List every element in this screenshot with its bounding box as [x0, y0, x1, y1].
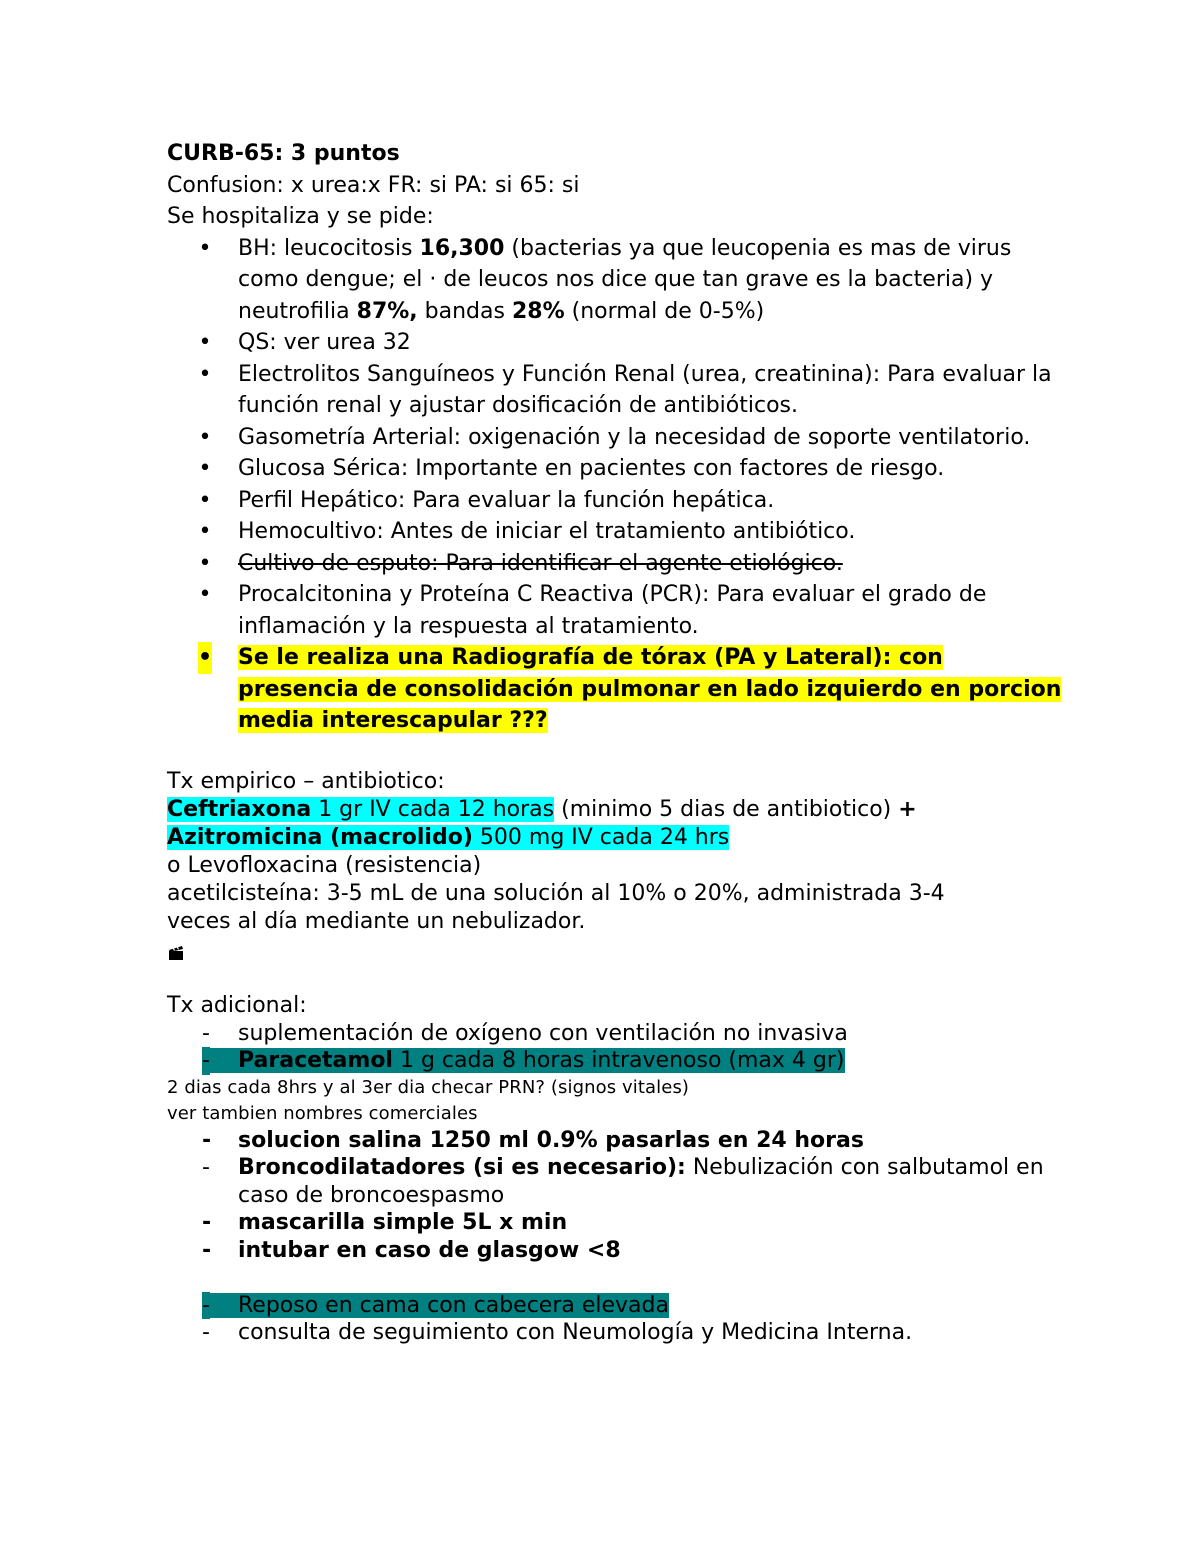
- azitromicina-highlight: Azitromicina (macrolido) 500 mg IV cada 24 hrs: [167, 824, 730, 850]
- note-line-1: 2 dias cada 8hrs y al 3er dia checar PRN? (signos vitales): [167, 1076, 690, 1098]
- lab-item-electrolitos: • Electrolitos Sanguíneos y Función Renal (urea, creatinina): Para evaluar la función renal y ajustar dosificación de antibióticos.: [167, 359, 1067, 422]
- lab-item-esputo: • Cultivo de esputo: Para identificar el agente etiológico.: [167, 548, 1067, 580]
- broncodilatadores-item: - Broncodilatadores (si es necesario): Nebulización con salbutamol en caso de broncoespasmo: [202, 1155, 1044, 1208]
- bullet-marker: •: [198, 519, 212, 544]
- intubar-item: - intubar en caso de glasgow <8: [202, 1237, 621, 1263]
- ceftriaxona-line: Ceftriaxona 1 gr IV cada 12 horas (minimo 5 dias de antibiotico) +: [167, 796, 917, 822]
- mascarilla-item: - mascarilla simple 5L x min: [202, 1210, 568, 1235]
- paracetamol-item: [167, 1047, 1067, 1075]
- acetilcisteina-line-2: veces al día mediante un nebulizador.: [167, 908, 586, 934]
- dash-marker: -: [202, 1155, 210, 1180]
- dash-marker: -: [202, 1127, 212, 1153]
- consulta-item: - consulta de seguimiento con Neumología y Medicina Interna.: [202, 1320, 913, 1345]
- lab-list: [167, 233, 1067, 737]
- clapper-line: [167, 936, 1067, 964]
- acetilcisteina-line-1: acetilcisteína: 3-5 mL de una solución al 10% o 20%, administrada 3-4: [167, 880, 945, 906]
- azitromicina-line: [167, 824, 1067, 852]
- bullet-marker: •: [198, 235, 212, 261]
- document-content: [167, 138, 1067, 1347]
- dash-marker: -: [202, 1048, 210, 1073]
- curb-criteria: Confusion: x urea:x FR: si PA: si 65: si: [167, 172, 580, 198]
- lab-item-bh: • BH: leucocitosis 16,300 (bacterias ya que leucopenia es mas de virus como dengue; el · de leucos nos dice que tan grave es la bacteria) y neutrofilia 87%, bandas 28% (normal de 0-5%): [167, 233, 1067, 328]
- dash-marker: -: [202, 1237, 212, 1263]
- lab-item-hemocultivo: • Hemocultivo: Antes de iniciar el tratamiento antibiótico.: [167, 516, 1067, 548]
- tx-adicional-list-a: [167, 1020, 1067, 1075]
- bullet-marker: •: [198, 550, 212, 576]
- bullet-marker: •: [198, 424, 212, 450]
- lab-item-hepatico: • Perfil Hepático: Para evaluar la función hepática.: [167, 485, 1067, 517]
- bullet-marker: •: [198, 487, 212, 513]
- clapper-board-icon: [167, 941, 185, 959]
- paracetamol-highlight: Paracetamol 1 g cada 8 horas intravenoso (max 4 gr): [202, 1048, 845, 1073]
- dash-marker: -: [202, 1020, 210, 1046]
- bullet-marker: •: [198, 456, 212, 481]
- salina-item: - solucion salina 1250 ml 0.9% pasarlas en 24 horas: [202, 1127, 864, 1153]
- bullet-marker: •: [198, 642, 212, 674]
- bullet-marker: •: [198, 361, 212, 387]
- lab-item-qs: • QS: ver urea 32: [167, 327, 1067, 359]
- radiografia-highlight: Se le realiza una Radiografía de tórax (PA y Lateral): con presencia de consolidación pulmonar en lado izquierdo en porcion media interescapular ???: [238, 645, 1062, 733]
- tx-adicional-heading: Tx adicional:: [167, 992, 307, 1018]
- tx-adicional-list-b: [167, 1127, 1067, 1265]
- curb-title: CURB-65: 3 puntos: [167, 141, 400, 166]
- tx-empirico-heading: Tx empirico – antibiotico:: [167, 768, 445, 794]
- hospitalization-intro: Se hospitaliza y se pide:: [167, 204, 434, 229]
- lab-item-gasometria: • Gasometría Arterial: oxigenación y la necesidad de soporte ventilatorio.: [167, 422, 1067, 454]
- reposo-item: [167, 1292, 1067, 1320]
- dash-marker: -: [202, 1320, 210, 1345]
- dash-marker: -: [202, 1210, 212, 1235]
- ceftriaxona-highlight: Ceftriaxona 1 gr IV cada 12 horas: [167, 796, 555, 822]
- note-line-2: ver tambien nombres comerciales: [167, 1102, 478, 1124]
- lab-item-radiografia: [167, 642, 1067, 737]
- lab-item-glucosa: • Glucosa Sérica: Importante en pacientes con factores de riesgo.: [167, 453, 1067, 485]
- tx-adicional-list-c: [167, 1292, 1067, 1347]
- bullet-marker: •: [198, 582, 212, 607]
- bullet-marker: •: [198, 330, 212, 355]
- lab-item-procalcitonina: • Procalcitonina y Proteína C Reactiva (PCR): Para evaluar el grado de inflamación y la respuesta al tratamiento.: [167, 579, 1067, 642]
- oxigeno-item: - suplementación de oxígeno con ventilación no invasiva: [202, 1020, 848, 1046]
- levofloxacina-line: o Levofloxacina (resistencia): [167, 852, 482, 878]
- dash-marker: -: [202, 1292, 210, 1318]
- reposo-highlight: Reposo en cama con cabecera elevada: [202, 1293, 669, 1318]
